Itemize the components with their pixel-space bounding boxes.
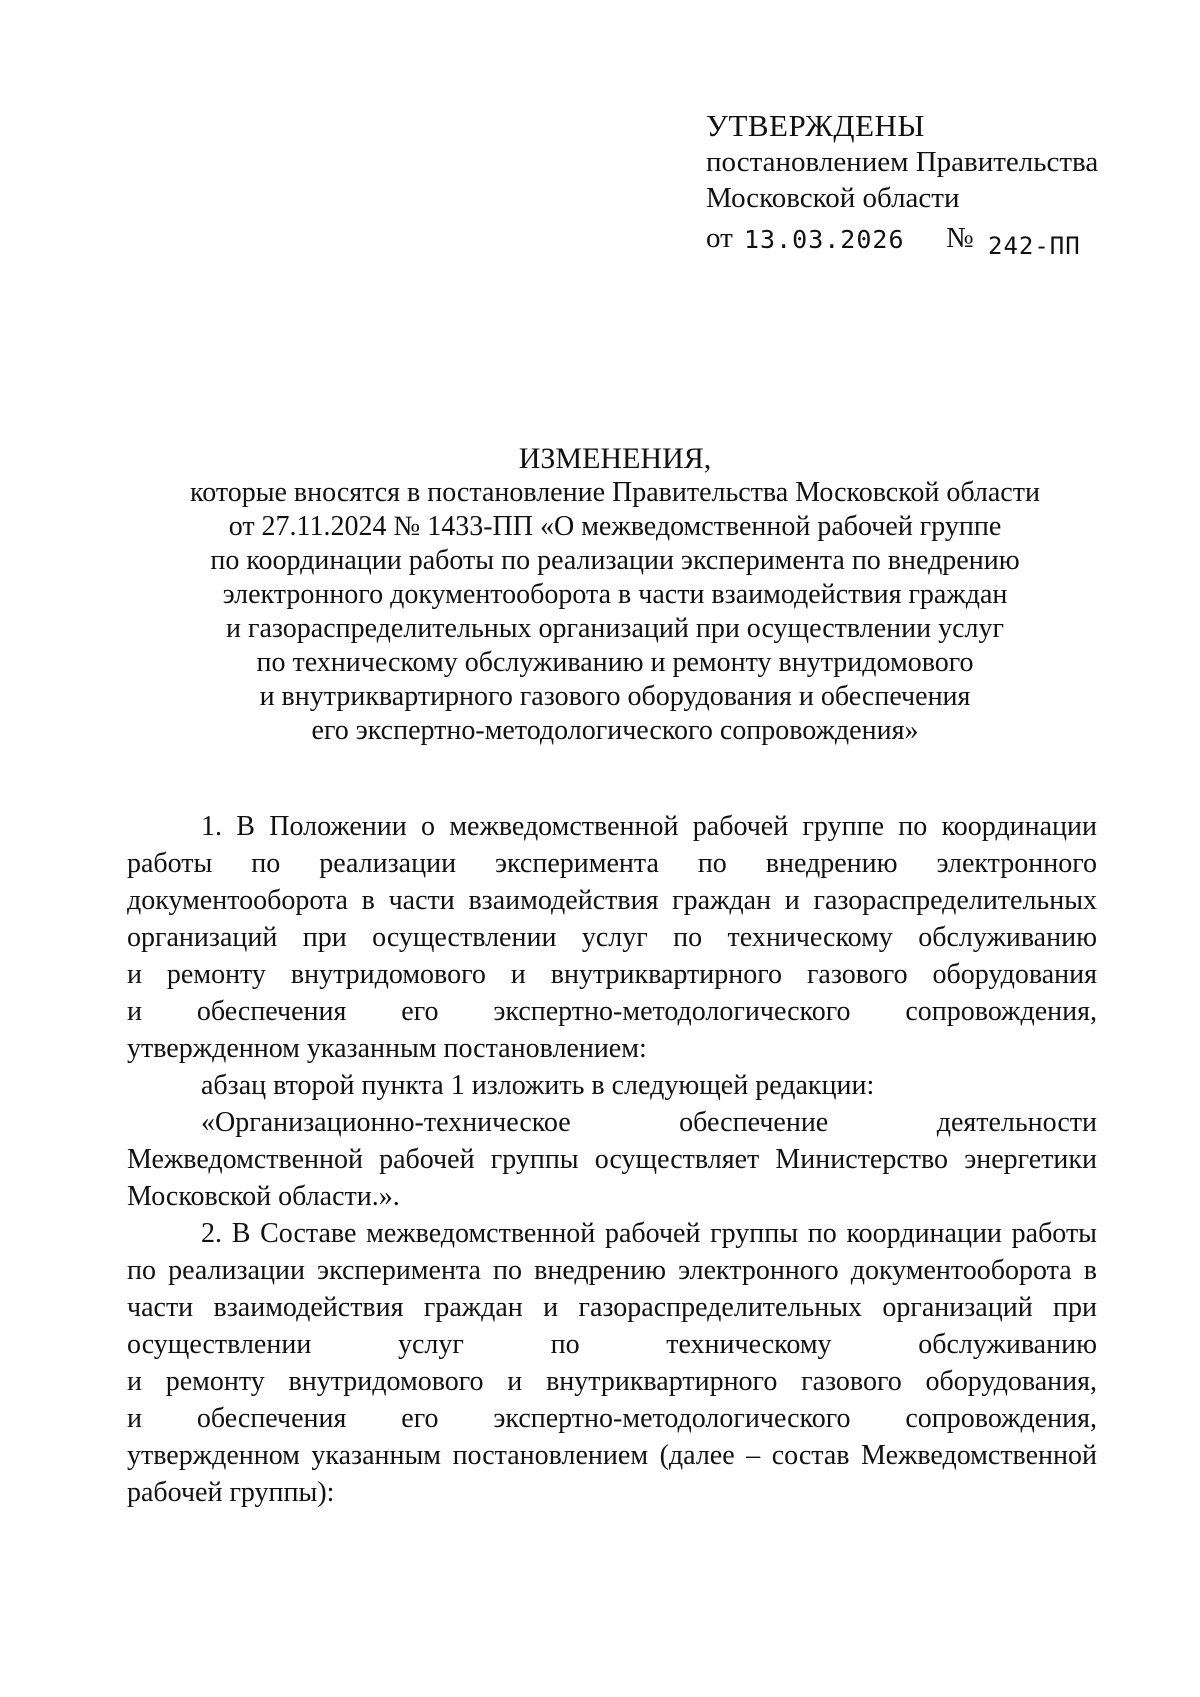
- body-line: 1. В Положении о межведомственной рабочей группе по координации: [201, 811, 1097, 842]
- document-body: [127, 808, 1097, 1511]
- body-line: утвержденном указанным постановлением (далее – состав Межведомственной: [127, 1440, 1097, 1471]
- body-line: и обеспечения его экспертно-методологического сопровождения,: [127, 996, 1097, 1027]
- approval-line-2: Московской области: [706, 182, 960, 214]
- body-line: по реализации эксперимента по внедрению электронного документооборота в: [127, 1255, 1097, 1286]
- approval-number: 242-ПП: [988, 232, 1081, 260]
- body-line: 2. В Составе межведомственной рабочей группы по координации работы: [201, 1218, 1097, 1249]
- approval-date-row: [706, 216, 1098, 260]
- document-heading: [120, 442, 1110, 748]
- heading-line: по техническому обслуживанию и ремонту внутридомового: [256, 647, 974, 678]
- heading-line: его экспертно-методологического сопровождения»: [311, 715, 919, 746]
- body-line: и обеспечения его экспертно-методологического сопровождения,: [127, 1403, 1097, 1434]
- number-sign: №: [946, 222, 974, 254]
- approval-title: УТВЕРЖДЕНЫ: [706, 108, 925, 143]
- body-line: «Организационно-техническое обеспечение деятельности: [201, 1107, 1097, 1138]
- date-prefix: от: [706, 222, 733, 254]
- heading-line: которые вносятся в постановление Правительства Московской области: [190, 477, 1040, 508]
- body-line: организаций при осуществлении услуг по техническому обслуживанию: [127, 922, 1097, 953]
- body-line: Московской области.».: [127, 1181, 400, 1212]
- approval-date: 13.03.2026: [744, 225, 905, 254]
- heading-line: от 27.11.2024 № 1433-ПП «О межведомственной рабочей группе: [228, 511, 1002, 542]
- heading-line: и внутриквартирного газового оборудования и обеспечения: [259, 681, 971, 712]
- heading-title: ИЗМЕНЕНИЯ,: [518, 442, 712, 475]
- body-line: рабочей группы):: [127, 1477, 335, 1508]
- body-line: работы по реализации эксперимента по внедрению электронного: [127, 848, 1097, 879]
- body-line: Межведомственной рабочей группы осуществляет Министерство энергетики: [127, 1144, 1097, 1175]
- heading-line: и газораспределительных организаций при осуществлении услуг: [225, 613, 1004, 644]
- body-line: части взаимодействия граждан и газораспределительных организаций при: [127, 1292, 1097, 1323]
- body-line: документооборота в части взаимодействия граждан и газораспределительных: [127, 885, 1097, 916]
- body-line: и ремонту внутридомового и внутриквартирного газового оборудования,: [127, 1366, 1097, 1397]
- approval-block: [706, 108, 1098, 260]
- body-line: абзац второй пункта 1 изложить в следующей редакции:: [201, 1070, 875, 1101]
- body-line: и ремонту внутридомового и внутриквартирного газового оборудования: [127, 959, 1097, 990]
- heading-line: электронного документооборота в части взаимодействия граждан: [222, 579, 1008, 610]
- heading-line: по координации работы по реализации эксперимента по внедрению: [210, 545, 1020, 576]
- body-line: осуществлении услуг по техническому обслуживанию: [127, 1329, 1097, 1360]
- approval-line-1: постановлением Правительства: [706, 146, 1099, 178]
- body-line: утвержденном указанным постановлением:: [127, 1033, 647, 1064]
